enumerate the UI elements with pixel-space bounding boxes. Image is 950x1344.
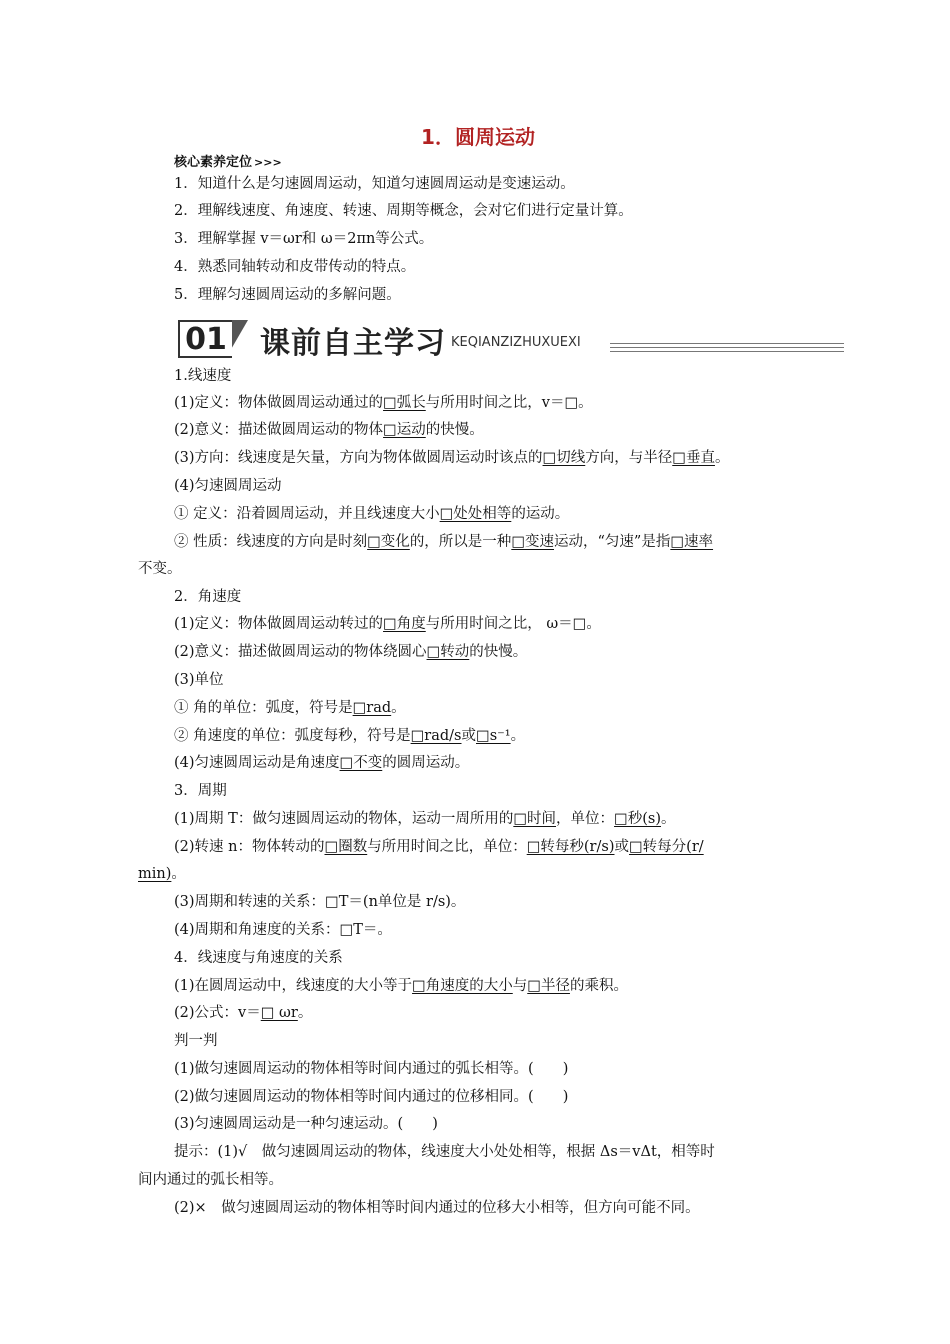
answer-blank: □时间 xyxy=(513,811,557,827)
text-line xyxy=(174,698,406,718)
answer-blank: □角度 xyxy=(383,616,426,632)
answer-blank: □圈数 xyxy=(324,839,368,855)
page-title: 1．圆周运动 xyxy=(421,125,535,149)
text: 。 xyxy=(171,866,186,882)
text-line xyxy=(174,976,628,996)
heading-angular-velocity: 2．角速度 xyxy=(174,589,242,605)
answer-blank: □垂直 xyxy=(672,450,715,466)
text: 。 xyxy=(391,700,406,716)
text: (4)匀速圆周运动是角速度 xyxy=(174,755,340,771)
text: 与 xyxy=(512,978,528,994)
answer-blank: □运动 xyxy=(383,422,426,438)
text-line xyxy=(174,809,676,829)
text-line xyxy=(174,532,713,552)
text: 的快慢。 xyxy=(469,644,528,660)
text-line xyxy=(174,726,525,746)
text: ，单位： xyxy=(556,811,615,827)
banner-rule-3 xyxy=(610,351,844,352)
text: 的圆周运动。 xyxy=(382,755,470,771)
text-line xyxy=(174,504,569,524)
answer-blank: □rad/s xyxy=(410,728,462,744)
judge-item-1: (1)做匀速圆周运动的物体相等时间内通过的弧长相等。( ) xyxy=(174,1061,569,1077)
text: (2)转速 n：物体转动的 xyxy=(174,839,325,855)
text: 方向，与半径 xyxy=(585,450,673,466)
answer-blank: □弧长 xyxy=(383,395,426,411)
text: 。 xyxy=(510,728,526,744)
text-line: (3)周期和转速的关系：□T＝(n单位是 r/s)。 xyxy=(174,894,466,910)
text: 的快慢。 xyxy=(425,422,484,438)
text-line xyxy=(174,448,729,468)
answer-blank: □角速度的大小 xyxy=(412,978,513,994)
answer-blank: □不变 xyxy=(339,755,383,771)
text: 与所用时间之比， ω＝□。 xyxy=(425,616,601,632)
text: (2)公式：v＝ xyxy=(174,1005,261,1021)
text: 的乘积。 xyxy=(569,978,628,994)
text-line xyxy=(174,614,601,634)
answer-blank: □秒(s) xyxy=(614,811,661,827)
text: 或 xyxy=(614,839,629,855)
heading-velocity-relation: 4．线速度与角速度的关系 xyxy=(174,950,343,966)
text-line: (3)单位 xyxy=(174,672,224,688)
text: ① 角的单位：弧度，符号是 xyxy=(174,700,353,716)
judge-item-3: (3)匀速圆周运动是一种匀速运动。( ) xyxy=(174,1116,438,1132)
objective-4: 4．熟悉同轴转动和皮带传动的特点。 xyxy=(174,259,416,275)
text: 的运动。 xyxy=(511,506,570,522)
objective-2: 2．理解线速度、角速度、转速、周期等概念，会对它们进行定量计算。 xyxy=(174,203,633,219)
text-line: (4)周期和角速度的关系：□T＝。 xyxy=(174,922,392,938)
hint-line: 间内通过的弧长相等。 xyxy=(138,1172,283,1188)
answer-blank: □切线 xyxy=(542,450,586,466)
text: ① 定义：沿着圆周运动，并且线速度大小 xyxy=(174,506,440,522)
text-line xyxy=(174,753,469,773)
text: 的，所以是一种 xyxy=(409,534,512,550)
heading-period: 3．周期 xyxy=(174,783,227,799)
answer-blank: □ ωr xyxy=(260,1005,298,1021)
answer-blank: □处处相等 xyxy=(439,506,512,522)
text: ② 性质：线速度的方向是时刻 xyxy=(174,534,368,550)
section-banner xyxy=(178,318,844,361)
text-line xyxy=(174,420,484,440)
text: 运动，“匀速”是指 xyxy=(554,534,671,550)
answer-blank: □s⁻¹ xyxy=(476,728,511,744)
core-label-text: 核心素养定位 xyxy=(174,155,253,170)
answer-blank: □转动 xyxy=(426,644,470,660)
section-subtitle: KEQIANZIZHUXUEXI xyxy=(451,335,581,350)
text-line xyxy=(174,837,704,857)
heading-linear-velocity: 1.线速度 xyxy=(174,368,232,384)
text: 。 xyxy=(714,450,730,466)
text-line xyxy=(174,393,593,413)
answer-blank: □速率 xyxy=(670,534,714,550)
answer-blank: □半径 xyxy=(527,978,570,994)
answer-blank: □变化 xyxy=(367,534,410,550)
objective-3: 3．理解掌握 v＝ωr和 ω＝2πn等公式。 xyxy=(174,231,434,247)
text: 。 xyxy=(297,1005,313,1021)
text: (2)意义：描述做圆周运动的物体 xyxy=(174,422,384,438)
text: 与所用时间之比，v＝□。 xyxy=(425,395,593,411)
hint-line: (2)× 做匀速圆周运动的物体相等时间内通过的位移大小相等，但方向可能不同。 xyxy=(174,1200,700,1216)
text: (1)周期 T：做匀速圆周运动的物体，运动一周所用的 xyxy=(174,811,514,827)
objective-1: 1．知道什么是匀速圆周运动，知道匀速圆周运动是变速运动。 xyxy=(174,176,575,192)
section-title: 课前自主学习 xyxy=(260,326,446,361)
section-number: 01 xyxy=(178,320,232,358)
text: 。 xyxy=(661,811,676,827)
text-line xyxy=(174,1003,312,1023)
text: (1)在圆周运动中，线速度的大小等于 xyxy=(174,978,413,994)
banner-rule-1 xyxy=(610,343,844,344)
judge-item-2: (2)做匀速圆周运动的物体相等时间内通过的位移相同。( ) xyxy=(174,1089,569,1105)
answer-blank: □变速 xyxy=(511,534,555,550)
text: 与所用时间之比，单位： xyxy=(367,839,527,855)
text: ② 角速度的单位：弧度每秒，符号是 xyxy=(174,728,411,744)
text: (3)方向：线速度是矢量，方向为物体做圆周运动时该点的 xyxy=(174,450,543,466)
answer-blank: □转每秒(r/s) xyxy=(526,839,615,855)
hint-line: 提示：(1)√ 做匀速圆周运动的物体，线速度大小处处相等，根据 Δs＝vΔt，相等时 xyxy=(174,1144,715,1160)
text: (2)意义：描述做圆周运动的物体绕圆心 xyxy=(174,644,427,660)
text-line xyxy=(138,864,186,884)
text: (1)定义：物体做圆周运动转过的 xyxy=(174,616,384,632)
text: 或 xyxy=(461,728,476,744)
core-literacy-label xyxy=(174,151,282,170)
text-line: (4)匀速圆周运动 xyxy=(174,478,282,494)
core-arrows: >>> xyxy=(254,156,282,169)
banner-rule-2 xyxy=(610,347,844,348)
text: (1)定义：物体做圆周运动通过的 xyxy=(174,395,384,411)
answer-blank: □rad xyxy=(352,700,392,716)
text-line xyxy=(174,642,527,662)
objective-5: 5．理解匀速圆周运动的多解问题。 xyxy=(174,287,401,303)
text-line: 不变。 xyxy=(138,561,182,577)
answer-blank: □转每分(r/ xyxy=(628,839,704,855)
heading-judge: 判一判 xyxy=(174,1033,218,1049)
answer-blank: min) xyxy=(138,866,172,882)
